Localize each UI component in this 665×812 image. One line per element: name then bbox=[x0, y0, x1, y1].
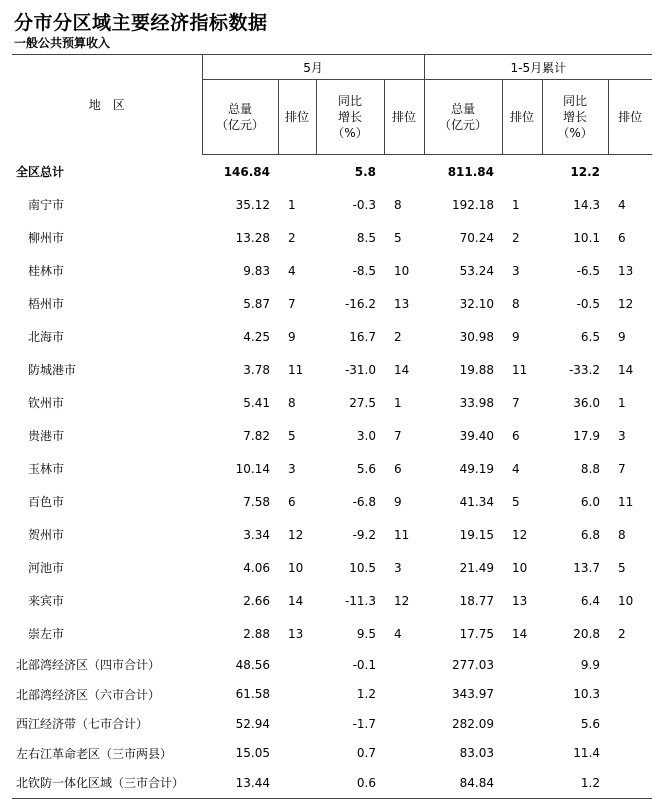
cell-may-total: 2.66 bbox=[243, 593, 270, 608]
row-name: 河池市 bbox=[28, 561, 65, 575]
cell-cum-growth: 5.6 bbox=[580, 716, 601, 731]
cell-may-grank: 2 bbox=[394, 329, 402, 344]
cell-may-growth: -0.3 bbox=[352, 197, 376, 212]
cell-cum-grank: 10 bbox=[618, 593, 634, 608]
cell-may-rank: 8 bbox=[288, 395, 296, 410]
cell-may-grank: 6 bbox=[394, 461, 402, 476]
cell-cum-grank: 3 bbox=[618, 428, 626, 443]
cell-cum-growth: 6.5 bbox=[580, 329, 601, 344]
cell-cum-total: 83.03 bbox=[459, 746, 495, 761]
cell-cum-total: 41.34 bbox=[459, 494, 495, 509]
row-name: 来宾市 bbox=[28, 594, 65, 608]
cell-cum-rank: 3 bbox=[512, 263, 520, 278]
cell-may-rank: 3 bbox=[288, 461, 296, 476]
cell-cum-rank: 9 bbox=[512, 329, 520, 344]
cell-may-rank bbox=[278, 709, 316, 739]
cell-may-grank: 7 bbox=[394, 428, 402, 443]
row-name: 北部湾经济区（四市合计） bbox=[16, 658, 161, 673]
cell-may-total: 4.25 bbox=[243, 329, 270, 344]
cell-may-grank bbox=[384, 155, 424, 189]
cell-cum-total: 70.24 bbox=[459, 230, 495, 245]
table-header bbox=[12, 55, 652, 155]
cell-cum-growth: 12.2 bbox=[570, 164, 601, 179]
row-name: 南宁市 bbox=[28, 198, 65, 212]
cell-cum-total: 30.98 bbox=[459, 329, 495, 344]
header-may-total: 总量 （亿元） bbox=[202, 80, 278, 155]
cell-may-grank: 5 bbox=[394, 230, 402, 245]
cell-may-grank: 14 bbox=[394, 362, 410, 377]
cell-cum-growth: 11.4 bbox=[573, 746, 601, 761]
cell-may-grank bbox=[384, 739, 424, 769]
table-row bbox=[12, 452, 652, 485]
cell-cum-rank bbox=[502, 709, 542, 739]
cell-cum-total: 192.18 bbox=[452, 197, 495, 212]
row-name: 崇左市 bbox=[28, 627, 65, 641]
page-title: 分市分区域主要经济指标数据 bbox=[14, 12, 268, 34]
region-row bbox=[12, 739, 652, 769]
cell-cum-grank: 13 bbox=[618, 263, 634, 278]
cell-may-growth: 27.5 bbox=[349, 395, 376, 410]
table-row bbox=[12, 320, 652, 353]
cell-cum-grank: 14 bbox=[618, 362, 634, 377]
header-region: 地 区 bbox=[12, 55, 202, 155]
cell-may-total: 5.41 bbox=[243, 395, 270, 410]
cell-cum-growth: 10.3 bbox=[573, 687, 601, 702]
cell-may-rank: 10 bbox=[288, 560, 304, 575]
cell-may-total: 7.58 bbox=[243, 494, 270, 509]
cell-may-rank bbox=[278, 650, 316, 680]
row-name: 贵港市 bbox=[28, 429, 65, 443]
header-cum-growth: 同比 增长 （%） bbox=[542, 80, 608, 155]
cell-cum-rank: 13 bbox=[512, 593, 528, 608]
cell-may-rank: 6 bbox=[288, 494, 296, 509]
region-row bbox=[12, 709, 652, 739]
cell-may-grank bbox=[384, 709, 424, 739]
cell-cum-total: 17.75 bbox=[459, 626, 495, 641]
cell-cum-grank: 12 bbox=[618, 296, 634, 311]
cell-may-rank: 11 bbox=[288, 362, 304, 377]
cell-cum-rank: 1 bbox=[512, 197, 520, 212]
cell-cum-growth: 6.4 bbox=[580, 593, 601, 608]
row-name: 桂林市 bbox=[28, 264, 65, 278]
region-row bbox=[12, 650, 652, 680]
cell-may-rank: 2 bbox=[288, 230, 296, 245]
cell-cum-total: 282.09 bbox=[452, 716, 495, 731]
cell-may-total: 35.12 bbox=[235, 197, 270, 212]
table-row bbox=[12, 287, 652, 320]
cell-cum-grank: 2 bbox=[618, 626, 626, 641]
cell-cum-growth: -6.5 bbox=[576, 263, 601, 278]
row-name: 北钦防一体化区域（三市合计） bbox=[12, 768, 202, 798]
header-cum-growth-rank: 排位 bbox=[608, 80, 652, 155]
cell-cum-grank: 4 bbox=[618, 197, 626, 212]
cell-may-growth: 5.6 bbox=[356, 461, 376, 476]
cell-may-total: 48.56 bbox=[235, 657, 270, 672]
row-name: 防城港市 bbox=[28, 363, 77, 377]
cell-cum-growth: 14.3 bbox=[573, 197, 601, 212]
cell-cum-rank bbox=[502, 768, 542, 798]
row-name: 北海市 bbox=[28, 330, 65, 344]
cell-cum-rank bbox=[502, 650, 542, 680]
page-subtitle: 一般公共预算收入 bbox=[14, 36, 111, 50]
cell-cum-grank: 8 bbox=[618, 527, 626, 542]
cell-cum-total: 32.10 bbox=[459, 296, 495, 311]
table-row bbox=[12, 617, 652, 650]
row-name: 柳州市 bbox=[28, 231, 65, 245]
cell-cum-rank: 8 bbox=[512, 296, 520, 311]
header-may-growth: 同比 增长 （%） bbox=[316, 80, 384, 155]
cell-may-grank: 1 bbox=[394, 395, 402, 410]
cell-may-growth: 16.7 bbox=[349, 329, 376, 344]
cell-cum-total: 19.15 bbox=[459, 527, 495, 542]
cell-may-grank bbox=[384, 768, 424, 798]
cell-cum-total: 49.19 bbox=[459, 461, 495, 476]
cell-may-grank: 11 bbox=[394, 527, 410, 542]
table-body bbox=[12, 155, 652, 799]
cell-cum-rank bbox=[502, 680, 542, 710]
table-row bbox=[12, 485, 652, 518]
cell-may-total: 61.58 bbox=[235, 687, 270, 702]
cell-may-total: 10.14 bbox=[235, 461, 270, 476]
cell-may-grank: 10 bbox=[394, 263, 410, 278]
cell-cum-growth: 6.0 bbox=[580, 494, 601, 509]
cell-may-grank: 13 bbox=[394, 296, 410, 311]
cell-may-rank: 14 bbox=[288, 593, 304, 608]
cell-cum-total: 277.03 bbox=[452, 657, 495, 672]
cell-may-total: 13.44 bbox=[202, 768, 278, 798]
cell-cum-grank: 5 bbox=[618, 560, 626, 575]
cell-may-growth: 8.5 bbox=[356, 230, 376, 245]
cell-cum-rank: 2 bbox=[512, 230, 520, 245]
region-row bbox=[12, 768, 652, 798]
cell-cum-grank bbox=[608, 709, 652, 739]
cell-cum-total: 33.98 bbox=[459, 395, 495, 410]
row-name: 北部湾经济区（六市合计） bbox=[16, 687, 161, 702]
row-name: 梧州市 bbox=[28, 297, 65, 311]
table-row bbox=[12, 254, 652, 287]
total-row bbox=[12, 155, 652, 189]
table-row bbox=[12, 584, 652, 617]
cell-cum-growth: 6.8 bbox=[580, 527, 601, 542]
cell-may-total: 52.94 bbox=[235, 716, 270, 731]
cell-cum-total: 19.88 bbox=[459, 362, 495, 377]
cell-cum-grank bbox=[608, 680, 652, 710]
cell-may-grank bbox=[384, 680, 424, 710]
row-name: 西江经济带（七市合计） bbox=[16, 717, 149, 732]
cell-may-grank: 3 bbox=[394, 560, 402, 575]
row-name: 百色市 bbox=[28, 495, 65, 509]
header-may-rank: 排位 bbox=[278, 80, 316, 155]
cell-cum-growth: 17.9 bbox=[573, 428, 601, 443]
cell-may-total: 15.05 bbox=[235, 746, 270, 761]
cell-cum-rank bbox=[502, 155, 542, 189]
cell-may-growth: -1.7 bbox=[352, 716, 376, 731]
cell-cum-rank: 14 bbox=[512, 626, 528, 641]
cell-cum-growth: 36.0 bbox=[573, 395, 601, 410]
cell-cum-total: 18.77 bbox=[459, 593, 495, 608]
row-name: 钦州市 bbox=[28, 396, 65, 410]
cell-may-rank: 1 bbox=[288, 197, 296, 212]
cell-may-total: 4.06 bbox=[243, 560, 270, 575]
cell-cum-rank: 4 bbox=[512, 461, 520, 476]
cell-cum-total: 53.24 bbox=[459, 263, 495, 278]
cell-may-total: 13.28 bbox=[235, 230, 270, 245]
cell-cum-grank bbox=[608, 650, 652, 680]
cell-cum-rank: 7 bbox=[512, 395, 520, 410]
cell-cum-total: 21.49 bbox=[459, 560, 495, 575]
table-row bbox=[12, 518, 652, 551]
cell-may-growth: -31.0 bbox=[344, 362, 376, 377]
table-row bbox=[12, 551, 652, 584]
cell-cum-rank: 5 bbox=[512, 494, 520, 509]
cell-may-grank: 12 bbox=[394, 593, 410, 608]
cell-cum-rank: 12 bbox=[512, 527, 528, 542]
cell-may-rank: 13 bbox=[288, 626, 304, 641]
cell-may-growth: -16.2 bbox=[344, 296, 376, 311]
cell-cum-rank bbox=[502, 739, 542, 769]
cell-cum-total: 343.97 bbox=[452, 687, 495, 702]
table-row bbox=[12, 386, 652, 419]
cell-may-growth: -9.2 bbox=[352, 527, 376, 542]
cell-may-total: 2.88 bbox=[243, 626, 270, 641]
cell-cum-grank: 9 bbox=[618, 329, 626, 344]
cell-may-rank: 4 bbox=[288, 263, 296, 278]
cell-cum-growth: -0.5 bbox=[576, 296, 601, 311]
table-row bbox=[12, 419, 652, 452]
cell-may-total: 9.83 bbox=[243, 263, 270, 278]
cell-may-growth: 0.7 bbox=[356, 746, 376, 761]
row-name: 左右江革命老区（三市两县） bbox=[16, 746, 173, 761]
cell-may-rank bbox=[278, 768, 316, 798]
region-row bbox=[12, 680, 652, 710]
cell-cum-growth: 9.9 bbox=[580, 657, 601, 672]
cell-cum-grank bbox=[608, 155, 652, 189]
cell-may-growth: -0.1 bbox=[352, 657, 376, 672]
cell-may-total: 7.82 bbox=[243, 428, 270, 443]
cell-cum-total: 84.84 bbox=[424, 768, 502, 798]
cell-cum-rank: 10 bbox=[512, 560, 528, 575]
cell-may-total: 3.34 bbox=[243, 527, 270, 542]
header-may: 5月 bbox=[202, 55, 424, 80]
cell-may-total: 3.78 bbox=[243, 362, 270, 377]
cell-cum-growth: 20.8 bbox=[573, 626, 601, 641]
cell-cum-total: 39.40 bbox=[459, 428, 495, 443]
cell-may-growth: 1.2 bbox=[356, 687, 376, 702]
header-cum-rank: 排位 bbox=[502, 80, 542, 155]
table-row bbox=[12, 188, 652, 221]
cell-may-rank bbox=[278, 155, 316, 189]
cell-may-growth: 9.5 bbox=[356, 626, 376, 641]
cell-cum-grank bbox=[608, 768, 652, 798]
cell-may-rank bbox=[278, 680, 316, 710]
cell-may-rank bbox=[278, 739, 316, 769]
cell-cum-rank: 11 bbox=[512, 362, 528, 377]
cell-may-grank: 8 bbox=[394, 197, 402, 212]
row-name: 玉林市 bbox=[28, 462, 65, 476]
cell-may-growth: -11.3 bbox=[344, 593, 376, 608]
cell-may-rank: 7 bbox=[288, 296, 296, 311]
cell-may-growth: 0.6 bbox=[316, 768, 384, 798]
cell-cum-growth: 10.1 bbox=[573, 230, 601, 245]
cell-may-growth: 5.8 bbox=[354, 164, 376, 179]
header-cumulative: 1-5月累计 bbox=[424, 55, 652, 80]
cell-may-grank: 9 bbox=[394, 494, 402, 509]
cell-cum-grank: 6 bbox=[618, 230, 626, 245]
cell-may-growth: 3.0 bbox=[356, 428, 376, 443]
cell-cum-rank: 6 bbox=[512, 428, 520, 443]
header-row-1 bbox=[12, 55, 652, 80]
cell-cum-growth: 1.2 bbox=[542, 768, 608, 798]
cell-cum-total: 811.84 bbox=[447, 164, 495, 179]
cell-cum-grank: 7 bbox=[618, 461, 626, 476]
header-may-growth-rank: 排位 bbox=[384, 80, 424, 155]
indicator-table bbox=[12, 54, 652, 799]
table-row bbox=[12, 221, 652, 254]
cell-cum-growth: 8.8 bbox=[580, 461, 601, 476]
cell-may-total: 5.87 bbox=[243, 296, 270, 311]
cell-may-total: 146.84 bbox=[223, 164, 270, 179]
row-name: 全区总计 bbox=[16, 164, 65, 179]
cell-may-growth: -8.5 bbox=[352, 263, 376, 278]
cell-may-rank: 12 bbox=[288, 527, 304, 542]
cell-cum-grank: 11 bbox=[618, 494, 634, 509]
cell-may-growth: -6.8 bbox=[352, 494, 376, 509]
cell-cum-growth: -33.2 bbox=[568, 362, 601, 377]
cell-may-grank bbox=[384, 650, 424, 680]
cell-cum-growth: 13.7 bbox=[573, 560, 601, 575]
header-cum-total: 总量 （亿元） bbox=[424, 80, 502, 155]
cell-may-grank: 4 bbox=[394, 626, 402, 641]
cell-may-rank: 5 bbox=[288, 428, 296, 443]
cell-cum-grank: 1 bbox=[618, 395, 626, 410]
table-row bbox=[12, 353, 652, 386]
cell-may-growth: 10.5 bbox=[349, 560, 376, 575]
cell-may-rank: 9 bbox=[288, 329, 296, 344]
row-name: 贺州市 bbox=[28, 528, 65, 542]
cell-cum-grank bbox=[608, 739, 652, 769]
